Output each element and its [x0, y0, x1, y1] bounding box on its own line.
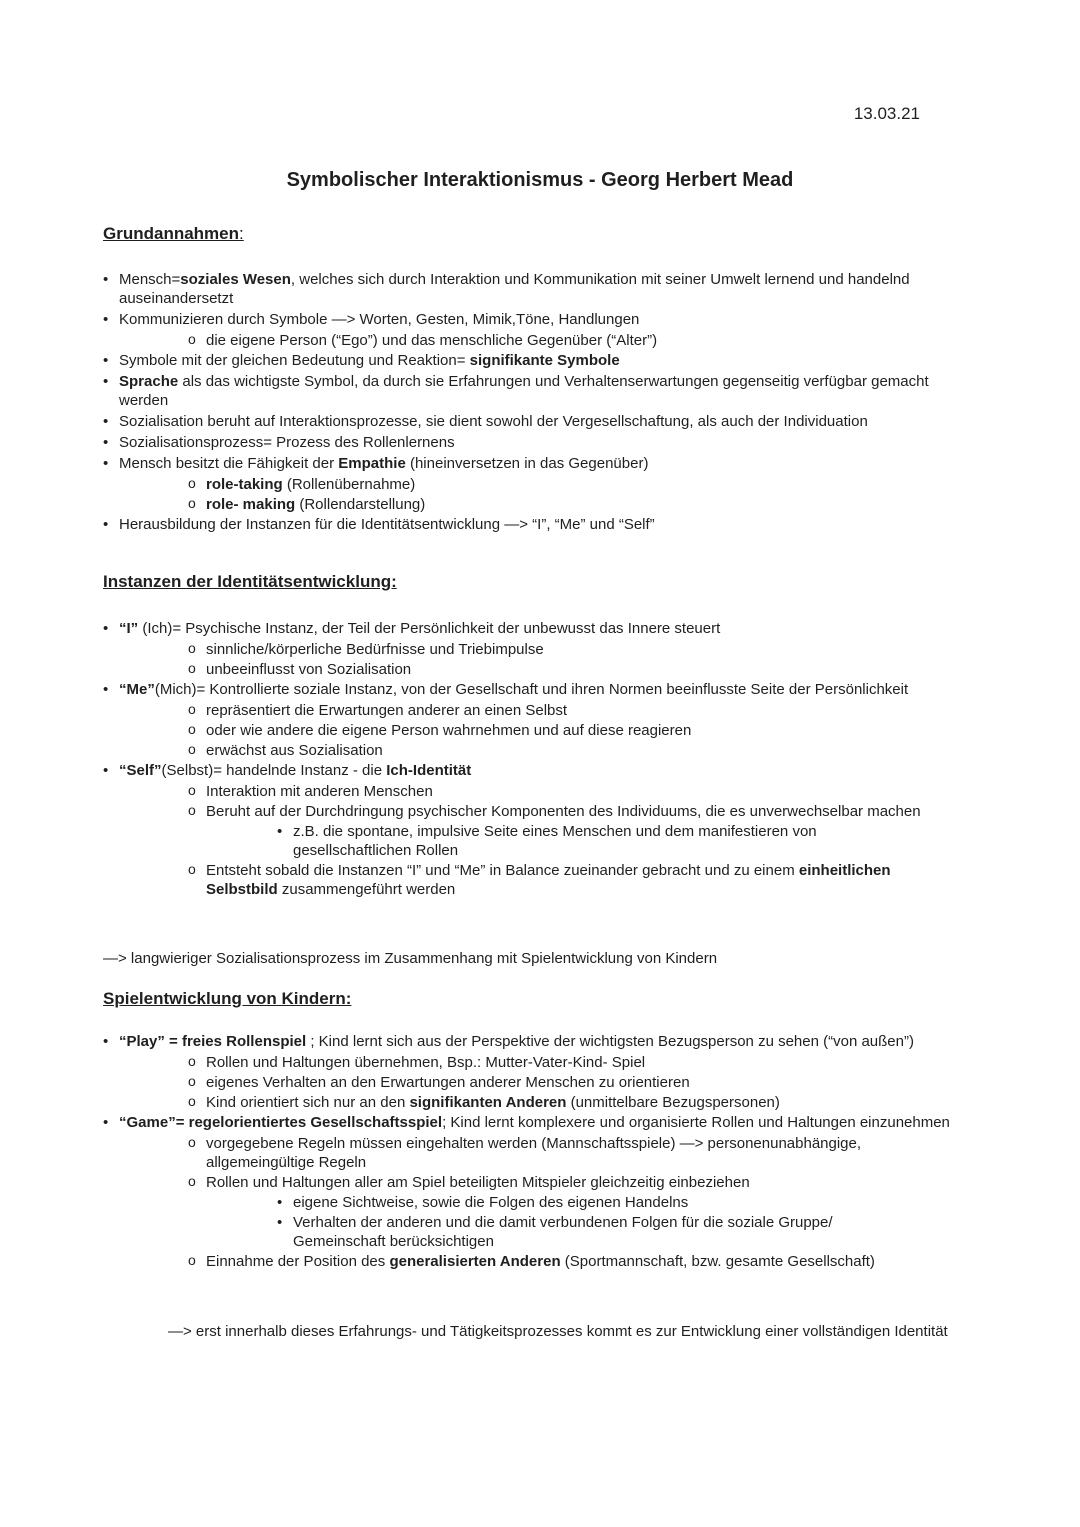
sub-list-item: o oder wie andere die eigene Person wahrnehmen und auf diese reagieren [0, 721, 966, 740]
heading-grundannahmen: Grundannahmen: [103, 224, 244, 243]
sub-list-item: o role-taking (Rollenübernahme) [0, 475, 966, 494]
sub-list-item: o die eigene Person (“Ego”) und das menschliche Gegenüber (“Alter”) [0, 331, 966, 350]
list-item: • Sozialisation beruht auf Interaktionsprozesse, sie dient sowohl der Vergesellschaftung, als auch der Individuation [0, 412, 959, 431]
list-item: • Kommunizieren durch Symbole —> Worten, Gesten, Mimik,Töne, Handlungen [0, 310, 959, 329]
sub-sub-list-item: • eigene Sichtweise, sowie die Folgen des eigenen Handelns [0, 1193, 883, 1212]
list-item: • Herausbildung der Instanzen für die Identitätsentwicklung —> “I”, “Me” und “Self” [0, 515, 959, 534]
sub-list-item: o vorgegebene Regeln müssen eingehalten werden (Mannschaftsspiele) —> personenunabhängige, allgemeingültige Regeln [0, 1134, 966, 1172]
list-item: • “Self”(Selbst)= handelnde Instanz - die Ich-Identität [0, 761, 959, 780]
sub-list-item: o Rollen und Haltungen aller am Spiel beteiligten Mitspieler gleichzeitig einbeziehen [0, 1173, 966, 1192]
sub-list-item: o unbeeinflusst von Sozialisation [0, 660, 966, 679]
heading-spielentwicklung: Spielentwicklung von Kindern: [103, 989, 352, 1008]
list-spielentwicklung [0, 1032, 1080, 1272]
sub-sub-list-item: • z.B. die spontane, impulsive Seite eines Menschen und dem manifestieren von gesellschaftlichen Rollen [0, 822, 883, 860]
document-title: Symbolischer Interaktionismus - Georg Herbert Mead [286, 169, 794, 191]
sub-list-item: o erwächst aus Sozialisation [0, 741, 966, 760]
list-item: • Sozialisationsprozess= Prozess des Rollenlernens [0, 433, 959, 452]
sub-list-item: o sinnliche/körperliche Bedürfnisse und Triebimpulse [0, 640, 966, 659]
list-item: • Mensch=soziales Wesen, welches sich durch Interaktion und Kommunikation mit seiner Umwelt lernend und handelnd auseinandersetzt [0, 270, 959, 308]
sub-list-item: o Kind orientiert sich nur an den signifikanten Anderen (unmittelbare Bezugspersonen) [0, 1093, 966, 1112]
list-item: • “Me”(Mich)= Kontrollierte soziale Instanz, von der Gesellschaft und ihren Normen beeinflusste Seite der Persönlichkeit [0, 680, 959, 699]
sub-list-item: o eigenes Verhalten an den Erwartungen anderer Menschen zu orientieren [0, 1073, 966, 1092]
document-date: 13.03.21 [853, 104, 920, 123]
sub-list-item: o Beruht auf der Durchdringung psychischer Komponenten des Individuums, die es unverwechselbar machen [0, 802, 966, 821]
heading-instanzen: Instanzen der Identitätsentwicklung: [103, 572, 397, 591]
conclusion-spielentwicklung: —> erst innerhalb dieses Erfahrungs- und Tätigkeitsprozesses kommt es zur Entwicklung einer vollständigen Identität [168, 1323, 948, 1340]
sub-sub-list-item: • Verhalten der anderen und die damit verbundenen Folgen für die soziale Gruppe/ Gemeinschaft berücksichtigen [0, 1213, 883, 1251]
sub-list-item: o Einnahme der Position des generalisierten Anderen (Sportmannschaft, bzw. gesamte Gesellschaft) [0, 1252, 966, 1271]
sub-list-item: o role- making (Rollendarstellung) [0, 495, 966, 514]
list-grundannahmen [0, 270, 1080, 536]
list-instanzen [0, 619, 1080, 900]
list-item: • “I” (Ich)= Psychische Instanz, der Teil der Persönlichkeit der unbewusst das Innere steuert [0, 619, 959, 638]
sub-list-item: o Rollen und Haltungen übernehmen, Bsp.: Mutter-Vater-Kind- Spiel [0, 1053, 966, 1072]
list-item: • Sprache als das wichtigste Symbol, da durch sie Erfahrungen und Verhaltenserwartungen gegenseitig verfügbar gemacht werden [0, 372, 959, 410]
sub-list-item: o repräsentiert die Erwartungen anderer an einen Selbst [0, 701, 966, 720]
sub-list-item: o Interaktion mit anderen Menschen [0, 782, 966, 801]
conclusion-instanzen: —> langwieriger Sozialisationsprozess im Zusammenhang mit Spielentwicklung von Kindern [103, 950, 718, 967]
list-item: • Mensch besitzt die Fähigkeit der Empathie (hineinversetzen in das Gegenüber) [0, 454, 959, 473]
list-item: • Symbole mit der gleichen Bedeutung und Reaktion= signifikante Symbole [0, 351, 959, 370]
list-item: • “Game”= regelorientiertes Gesellschaftsspiel; Kind lernt komplexere und organisierte Rollen und Haltungen einzunehmen [0, 1113, 959, 1132]
sub-list-item: o Entsteht sobald die Instanzen “I” und “Me” in Balance zueinander gebracht und zu einem einheitlichen Selbstbild zusammengeführt werden [0, 861, 966, 899]
list-item: • “Play” = freies Rollenspiel ; Kind lernt sich aus der Perspektive der wichtigsten Bezugsperson zu sehen (“von außen”) [0, 1032, 959, 1051]
